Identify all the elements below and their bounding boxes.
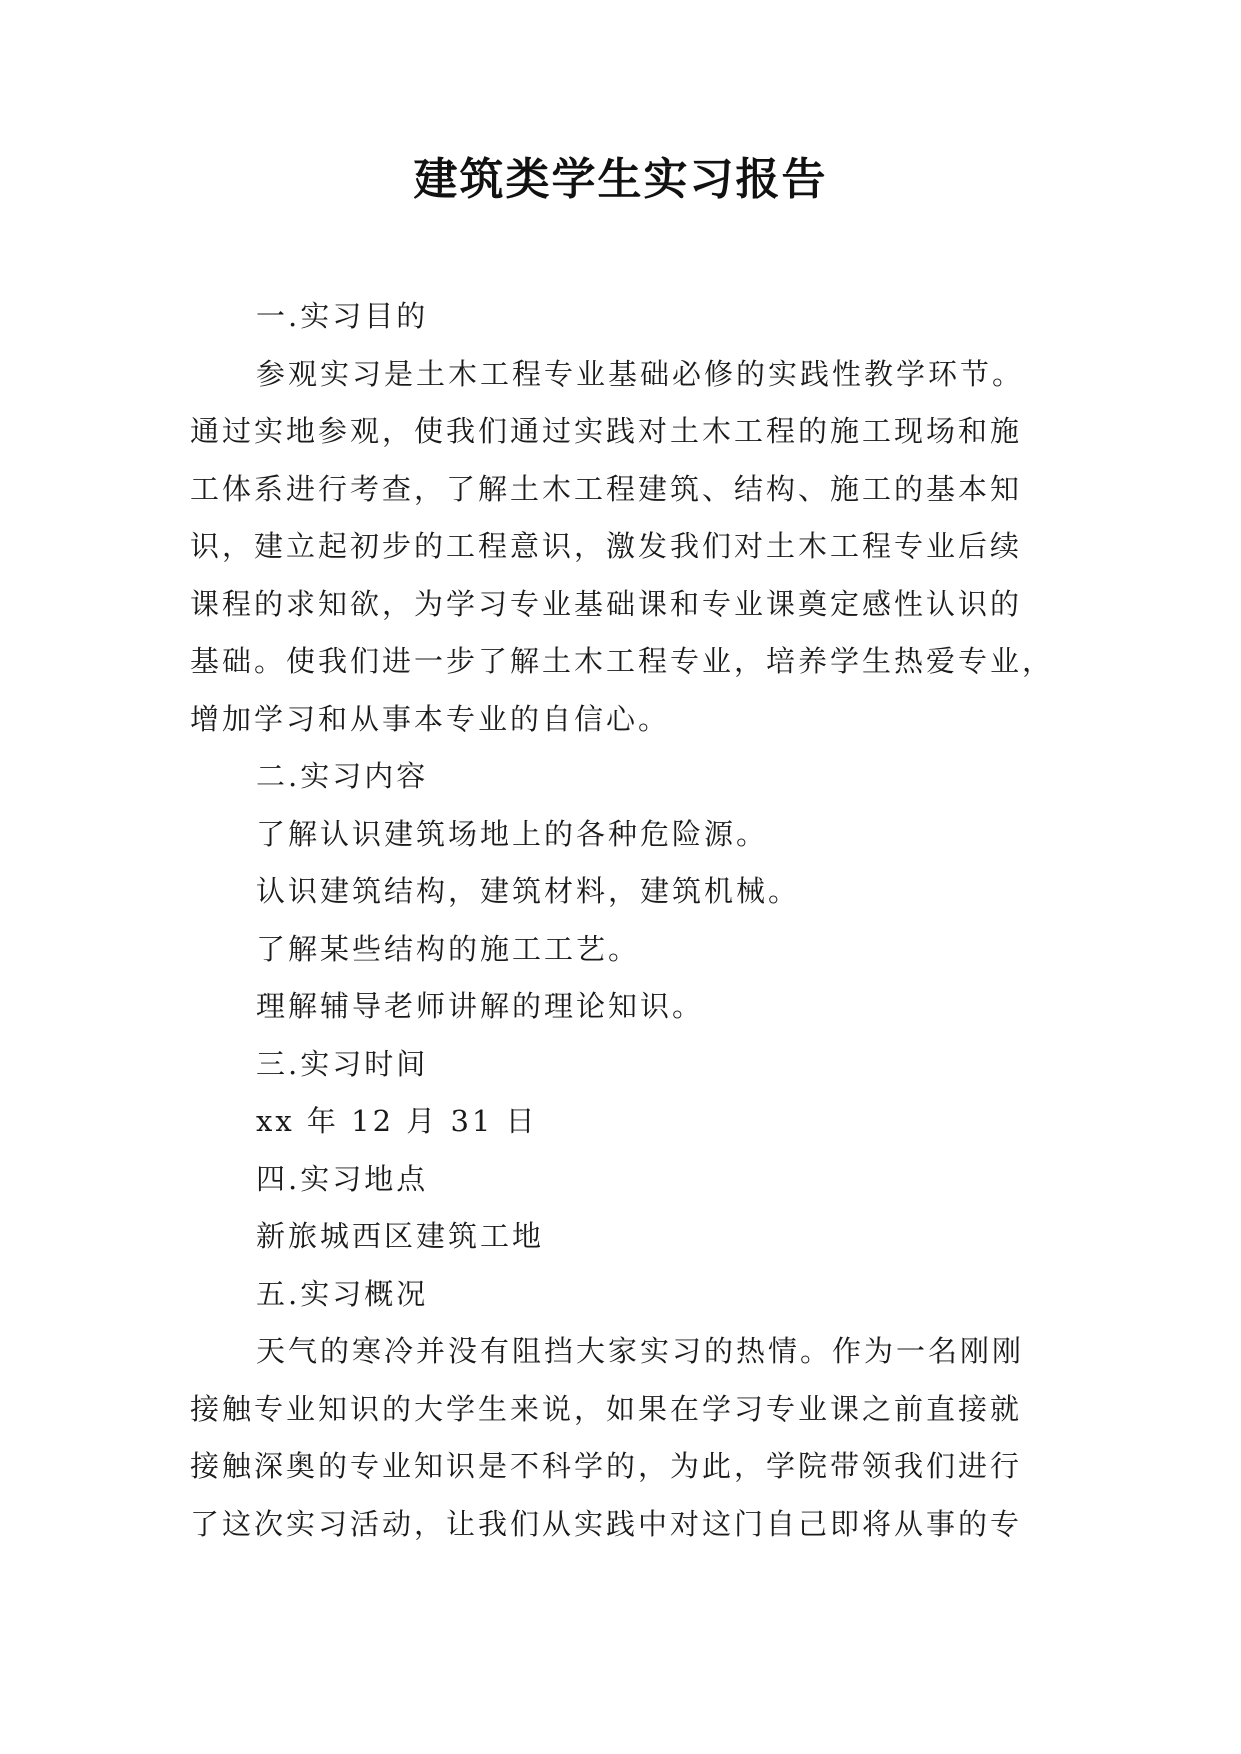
text-line: 四.实习地点 xyxy=(256,1161,429,1196)
text-line: 了这次实习活动，让我们从实践中对这门自己即将从事的专 xyxy=(190,1506,1023,1541)
text-line: 基础。使我们进一步了解土木工程专业，培养学生热爱专业， xyxy=(190,644,1055,678)
text-line: 接触深奥的专业知识是不科学的，为此，学院带领我们进行 xyxy=(190,1449,1023,1483)
text-line: 二.实习内容 xyxy=(256,759,429,793)
document-title: 建筑类学生实习报告 xyxy=(413,154,828,205)
text-line: 识，建立起初步的工程意识，激发我们对土木工程专业后续 xyxy=(190,529,1023,563)
text-line: 认识建筑结构，建筑材料，建筑机械。 xyxy=(256,874,801,908)
text-line: xx 年 12 月 31 日 xyxy=(256,1104,538,1138)
text-line: 了解某些结构的施工工艺。 xyxy=(256,931,641,966)
text-line: 了解认识建筑场地上的各种危险源。 xyxy=(256,816,769,851)
text-line: 接触专业知识的大学生来说，如果在学习专业课之前直接就 xyxy=(190,1391,1023,1426)
document-body xyxy=(190,288,1060,1553)
text-line: 通过实地参观，使我们通过实践对土木工程的施工现场和施 xyxy=(190,414,1023,448)
text-line: 工体系进行考查，了解土木工程建筑、结构、施工的基本知 xyxy=(190,471,1023,506)
text-line: 课程的求知欲，为学习专业基础课和专业课奠定感性认识的 xyxy=(190,586,1023,621)
text-line: 三.实习时间 xyxy=(256,1046,429,1081)
text-line: 理解辅导老师讲解的理论知识。 xyxy=(256,989,705,1023)
text-line: 一.实习目的 xyxy=(256,299,429,333)
text-line: 五.实习概况 xyxy=(256,1276,429,1311)
text-line: 参观实习是土木工程专业基础必修的实践性教学环节。 xyxy=(256,356,1025,391)
text-line: 新旅城西区建筑工地 xyxy=(256,1219,545,1253)
text-line: 天气的寒冷并没有阻挡大家实习的热情。作为一名刚刚 xyxy=(256,1334,1025,1368)
text-line: 增加学习和从事本专业的自信心。 xyxy=(190,701,671,736)
